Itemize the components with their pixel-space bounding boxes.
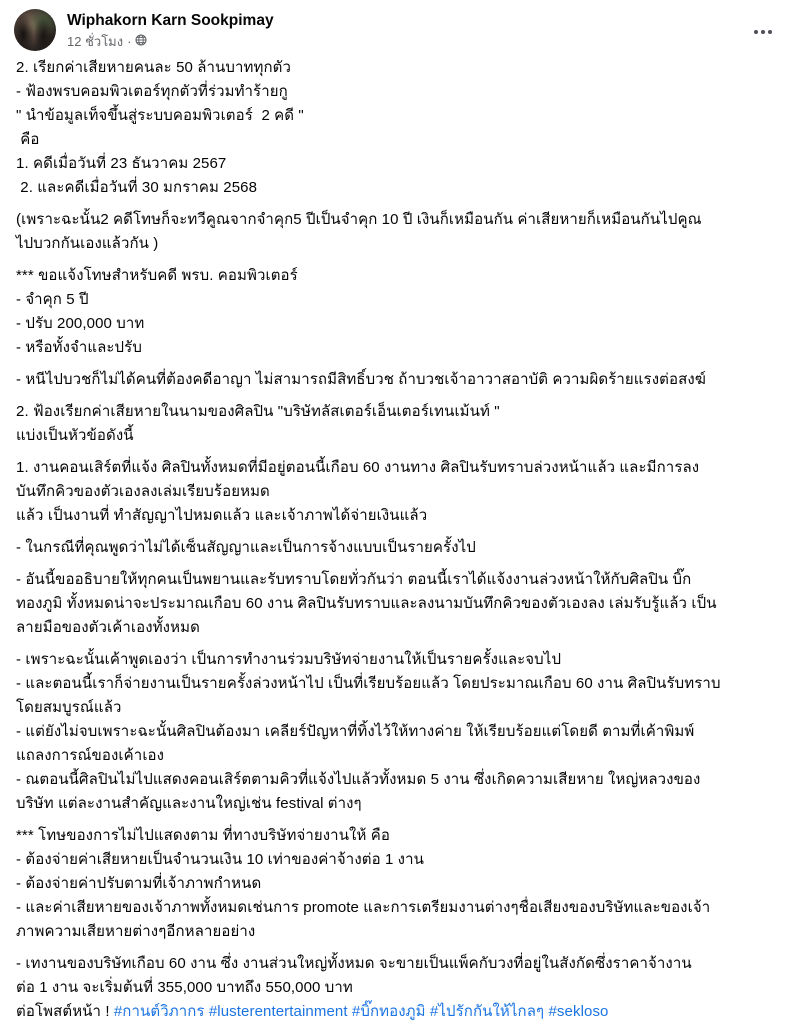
post-header (0, 0, 800, 53)
post-paragraph (16, 952, 784, 1024)
hashtag-link[interactable]: #sekloso (548, 1003, 609, 1020)
post-paragraph (16, 56, 784, 200)
ellipsis-icon (754, 30, 772, 34)
hashtag-link[interactable]: #lusterentertainment (208, 1003, 348, 1020)
globe-icon (135, 33, 147, 50)
post-text-line: - เพราะฉะนั้นเค้าพูดเองว่า เป็นการทำงานร่วมบริษัทจ่ายงานให้เป็นรายครั้งและจบไป (16, 651, 562, 668)
post-text-line: ไปบวกกันเองแล้วกัน ) (16, 235, 159, 252)
post-text-line: " นำข้อมูลเท็จขึ้นสู่ระบบคอมพิวเตอร์ 2 คดี " (16, 107, 304, 124)
post-text-line: (เพราะฉะนั้น2 คดีโทษก็จะทวีคูณจากจำคุก5 ปีเป็นจำคุก 10 ปี เงินก็เหมือนกัน ค่าเสียหายก็เหมือนกันไปคูณ (16, 211, 702, 228)
post-text-line: 1. งานคอนเสิร์ตที่แจ้ง ศิลปินทั้งหมดที่มีอยู่ตอนนี้เกือบ 60 งานทาง ศิลปินรับทราบล่วงหน้าแล้ว และมีการลง (16, 459, 700, 476)
hashtag-link[interactable]: #กานต์วิภากร (113, 1003, 205, 1020)
post-text-line: ต่อ 1 งาน จะเริ่มต้นที่ 355,000 บาทถึง 550,000 บาท (16, 979, 353, 996)
author-name[interactable]: Wiphakorn Karn Sookpimay (67, 12, 274, 29)
post-paragraph (16, 368, 784, 392)
post-text-line: ทองภูมิ ทั้งหมดน่าจะประมาณเกือบ 60 งาน ศิลปินรับทราบและลงนามบันทึกคิวของตัวเองลง เล่มรับรู้แล้ว เป็น (16, 595, 717, 612)
avatar[interactable] (14, 9, 56, 51)
avatar-photo (14, 9, 56, 51)
post-paragraph (16, 648, 784, 816)
post-text-line: - หนีไปบวชก็ไม่ได้คนที่ต้องคดีอาญา ไม่สามารถมีสิทธิ์บวช ถ้าบวชเจ้าอาวาสอาบัติ ความผิดร้ายแรงต่อสงฆ์ (16, 371, 706, 388)
post-text-line: - จำคุก 5 ปี (16, 291, 89, 308)
post-text-line: - และค่าเสียหายของเจ้าภาพทั้งหมดเช่นการ promote และการเตรียมงานต่างๆชื่อเสียงของบริษัทและของเจ้า (16, 899, 711, 916)
post-text-line: - แต่ยังไม่จบเพราะฉะนั้นศิลปินต้องมา เคลียร์ปัญหาที่ทิ้งไว้ให้ทางค่าย ให้เรียบร้อยแต่โดยดี ตามที่เค้าพิมพ์ (16, 723, 695, 740)
post-text-line: คือ (16, 131, 40, 148)
post-text-line: - หรือทั้งจำและปรับ (16, 339, 142, 356)
post-text-line: - และตอนนี้เราก็จ่ายงานเป็นรายครั้งล่วงหน้าไป เป็นที่เรียบร้อยแล้ว โดยประมาณเกือบ 60 งาน ศิลปินรับทราบ (16, 675, 721, 692)
post-text-line: - ปรับ 200,000 บาท (16, 315, 145, 332)
post-text-line: - ในกรณีที่คุณพูดว่าไม่ได้เซ็นสัญญาและเป็นการจ้างแบบเป็นรายครั้งไป (16, 539, 476, 556)
post-text-line: โดยสมบูรณ์แล้ว (16, 699, 122, 716)
post-paragraph (16, 456, 784, 528)
post-text-line: - เทงานของบริษัทเกือบ 60 งาน ซึ่ง งานส่วนใหญ่ทั้งหมด จะขายเป็นแพ็คกับวงที่อยู่ในสังกัดซึ่งราคาจ้างาน (16, 955, 692, 972)
post-text-line: บริษัท แต่ละงานสำคัญและงานใหญ่เช่น festival ต่างๆ (16, 795, 362, 812)
post-text-line: ภาพความเสียหายต่างๆอีกหลายอย่าง (16, 923, 256, 940)
post-meta (67, 32, 274, 50)
more-options-button[interactable] (748, 22, 778, 42)
post-footer-line (16, 1000, 784, 1024)
post-text-line: แบ่งเป็นหัวข้อดังนี้ (16, 427, 134, 444)
post-paragraph (16, 208, 784, 256)
post-text-line: แล้ว เป็นงานที่ ทำสัญญาไปหมดแล้ว และเจ้าภาพได้จ่ายเงินแล้ว (16, 507, 428, 524)
post-body (0, 53, 800, 1024)
post-text-line: 2. และคดีเมื่อวันที่ 30 มกราคม 2568 (16, 179, 258, 196)
post-text-line: *** ขอแจ้งโทษสำหรับคดี พรบ. คอมพิวเตอร์ (16, 267, 298, 284)
post-header-info (67, 9, 274, 50)
meta-separator: · (127, 33, 132, 49)
footer-prefix-text: ต่อโพสต์หน้า ! (16, 1003, 114, 1020)
post-paragraph (16, 400, 784, 448)
post-text-line: 2. เรียกค่าเสียหายคนละ 50 ล้านบาททุกตัว (16, 59, 292, 76)
post-text-line: แถลงการณ์ของเค้าเอง (16, 747, 165, 764)
post-text-line: - อันนี้ขออธิบายให้ทุกคนเป็นพยานและรับทราบโดยทั่วกันว่า ตอนนี้เราได้แจ้งงานล่วงหน้าให้กับศิลปิน บิ๊ก (16, 571, 692, 588)
post-text-line: *** โทษของการไม่ไปแสดงตาม ที่ทางบริษัทจ่ายงานให้ คือ (16, 827, 390, 844)
post-paragraph (16, 568, 784, 640)
timestamp[interactable]: 12 ชั่วโมง (67, 33, 124, 49)
post-text-line: - ณตอนนี้ศิลปินไม่ไปแสดงคอนเสิร์ตตามคิวที่แจ้งไปแล้วทั้งหมด 5 งาน ซึ่งเกิดความเสียหาย ใหญ่หลวงของ (16, 771, 701, 788)
post-paragraph (16, 536, 784, 560)
post-text-line: - ต้องจ่ายค่าปรับตามที่เจ้าภาพกำหนด (16, 875, 262, 892)
post-text-line: 2. ฟ้องเรียกค่าเสียหายในนามของศิลปิน "บริษัทลัสเตอร์เอ็นเตอร์เทนเม้นท์ " (16, 403, 500, 420)
hashtag-link[interactable]: #บิ๊กทองภูมิ (351, 1003, 426, 1020)
post-text-line: - ฟ้องพรบคอมพิวเตอร์ทุกตัวที่ร่วมทำร้ายกู (16, 83, 288, 100)
post-text-line: ลายมือของตัวเค้าเองทั้งหมด (16, 619, 200, 636)
post-paragraph (16, 824, 784, 944)
post-text-line: - ต้องจ่ายค่าเสียหายเป็นจำนวนเงิน 10 เท่าของค่าจ้างต่อ 1 งาน (16, 851, 424, 868)
post-paragraph (16, 264, 784, 360)
post-text-line: บันทึกคิวของตัวเองลงเล่มเรียบร้อยหมด (16, 483, 270, 500)
post-text-line: 1. คดีเมื่อวันที่ 23 ธันวาคม 2567 (16, 155, 227, 172)
hashtag-link[interactable]: #ไปรักกันให้ไกลๆ (429, 1003, 545, 1020)
